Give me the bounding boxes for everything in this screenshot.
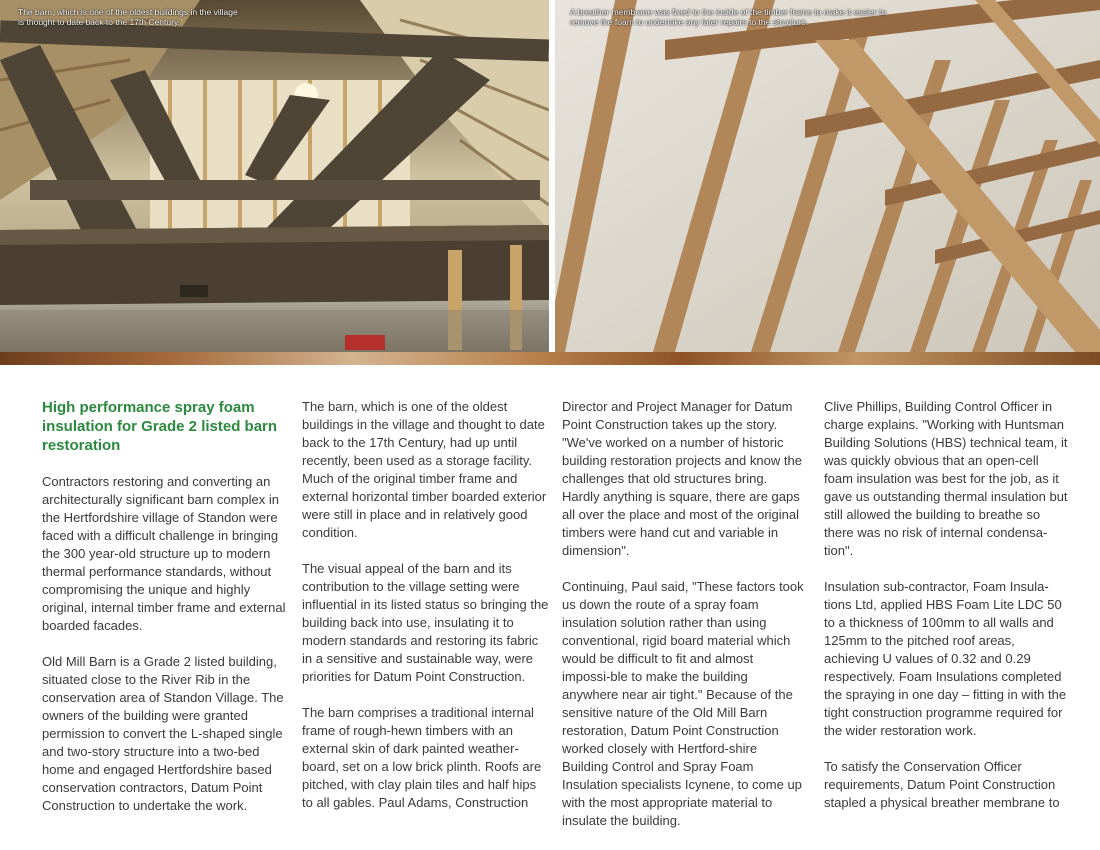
- foam-roof-photo: [555, 0, 1100, 352]
- article-column-4: [824, 398, 1070, 830]
- photo-left-caption: The barn, which is one of the oldest buildings in the village is thought to date back to the 17th Century.: [18, 7, 238, 27]
- photo-right-caption: A breather membrane was fixed to the inside of the timber frame to make it easier to remove the foam to undertake any later repairs to the structure.: [570, 7, 887, 27]
- barn-timber-frame-image: [0, 0, 549, 352]
- article-column-3: [562, 398, 804, 848]
- paragraph: Contractors restoring and converting an architecturally significant barn complex in the Hertfordshire village of Standon were faced with a difficult challenge in bringing the 300 year-old structure up to modern thermal performance standards, without compromising the unique and highly original, internal timber frame and external boarded facades.: [42, 474, 286, 633]
- paragraph: The barn comprises a traditional internal frame of rough-hewn timbers with an external skin of dark painted weather-board, set on a low brick plinth. Roofs are pitched, with clay plain tiles and half hips to all gables. Paul Adams, Construction: [302, 705, 542, 810]
- article-headline: High performance spray foam insulation for Grade 2 listed barn restoration: [42, 399, 278, 454]
- article-column-1: [42, 398, 290, 833]
- paragraph: Insulation sub-contractor, Foam Insula-tions Ltd, applied HBS Foam Lite LDC 50 to a thickness of 100mm to all walls and 125mm to the pitched roof areas, achieving U values of 0.32 and 0.29 respectively. Foam Insulations completed the spraying in one day – fitting in with the tight construction programme required for the wider restoration work.: [824, 579, 1067, 738]
- paragraph: Clive Phillips, Building Control Officer in charge explains. "Working with Huntsman Building Solutions (HBS) technical team, it was quickly obvious that an open-cell foam insulation was best for the job, as it gave us outstanding thermal insulation but still allowed the building to breathe so there was no risk of internal condensa-tion".: [824, 399, 1068, 558]
- article-column-2: [302, 398, 550, 830]
- paragraph: Continuing, Paul said, "These factors took us down the route of a spray foam insulation solution rather than using conventional, rigid board material which would be difficult to fit and almost impossi-ble to make the building anywhere near air tight." Because of the sensitive nature of the Old Mill Barn restoration, Datum Point Construction worked closely with Hertford-shire Building Control and Spray Foam Insulation specialists Icynene, to come up with the most appropriate material to insulate the building.: [562, 579, 804, 828]
- paragraph: The visual appeal of the barn and its contribution to the village setting were influential in its listed status so bringing the building back into use, insulating it to modern standards and restoring its fabric in a sensitive and sustainable way, were priorities for Datum Point Construction.: [302, 561, 549, 684]
- paragraph: Director and Project Manager for Datum Point Construction takes up the story. "We've worked on a number of historic building restoration projects and know the challenges that old structures bring. Hardly anything is square, there are gaps all over the place and most of the original timbers were hand cut and variable in dimension".: [562, 399, 802, 558]
- paragraph: Old Mill Barn is a Grade 2 listed building, situated close to the River Rib in the conservation area of Standon Village. The owners of the building were granted permission to convert the L-shaped single and two-story structure into a two-bed home and engaged Hertfordshire based conservation contractors, Datum Point Construction to undertake the work.: [42, 654, 284, 813]
- paragraph: The barn, which is one of the oldest buildings in the village and thought to date back to the 17th Century, had up until recently, been used as a storage facility. Much of the original timber frame and external horizontal timber boarded exterior were still in place and in relatively good condition.: [302, 399, 547, 540]
- paragraph: To satisfy the Conservation Officer requirements, Datum Point Construction stapled a physical breather membrane to: [824, 759, 1060, 810]
- barn-interior-photo: [0, 0, 549, 352]
- spray-foam-roof-image: [555, 0, 1100, 352]
- decorative-band: [0, 352, 1100, 365]
